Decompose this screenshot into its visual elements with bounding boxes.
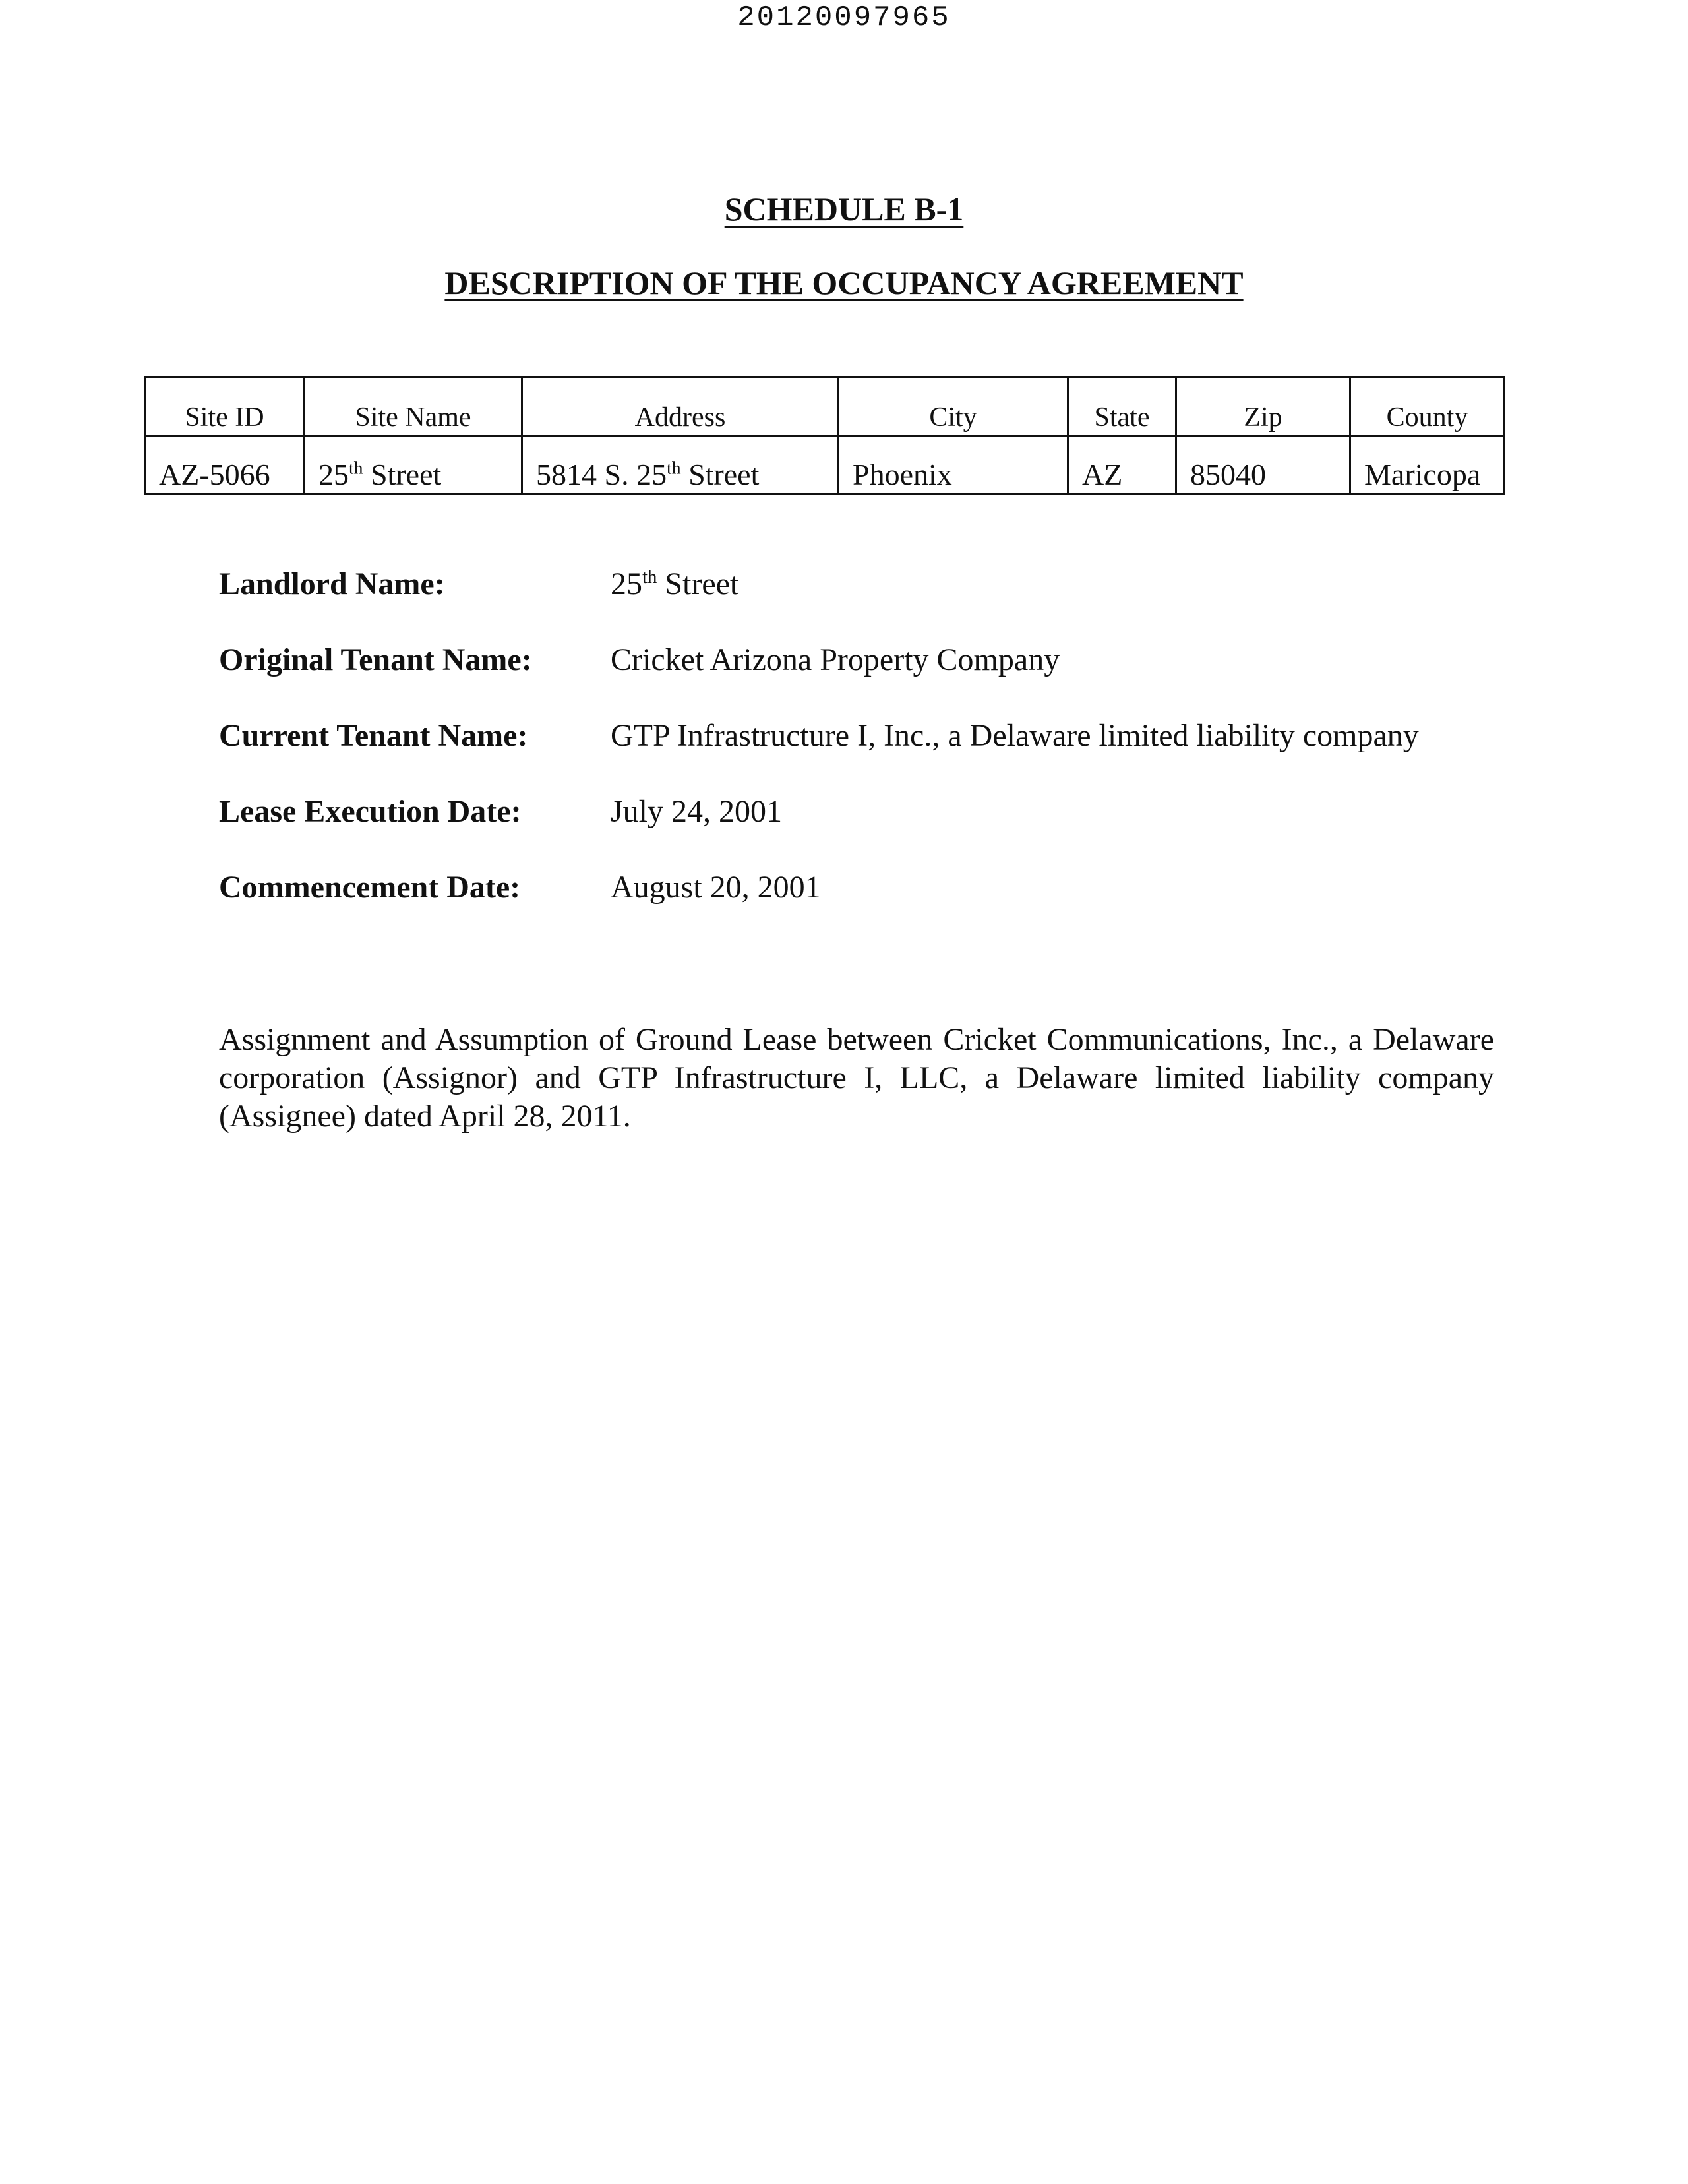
site-table-header-row xyxy=(145,377,1505,436)
site-name-rest: Street xyxy=(363,458,442,491)
commencement-value: August 20, 2001 xyxy=(611,870,821,905)
cell-county: Maricopa xyxy=(1350,436,1505,495)
landlord-rest: Street xyxy=(657,566,739,601)
column-header-state: State xyxy=(1068,377,1176,436)
commencement-label: Commencement Date: xyxy=(219,870,521,905)
column-header-county: County xyxy=(1350,377,1505,436)
address-number: 5814 S. 25 xyxy=(536,458,667,491)
schedule-title: SCHEDULE B-1 xyxy=(724,191,964,228)
assignment-paragraph: Assignment and Assumption of Ground Lease between Cricket Communications, Inc., a Delaware corporation (Assignor) and GTP Infrastructure I, LLC, a Delaware limited liability company (Assignee) dated April 28, 2011. xyxy=(219,1022,1494,1134)
cell-address xyxy=(522,436,839,495)
column-header-site-name: Site Name xyxy=(305,377,522,436)
cell-site-id: AZ-5066 xyxy=(145,436,305,495)
address-suffix: th xyxy=(667,457,681,478)
landlord-label: Landlord Name: xyxy=(219,566,445,601)
cell-city: Phoenix xyxy=(839,436,1068,495)
address-rest: Street xyxy=(680,458,760,491)
cell-site-name xyxy=(305,436,522,495)
cell-zip: 85040 xyxy=(1176,436,1350,495)
field-row-current-tenant xyxy=(219,717,1538,793)
column-header-site-id: Site ID xyxy=(145,377,305,436)
schedule-subtitle: DESCRIPTION OF THE OCCUPANCY AGREEMENT xyxy=(444,264,1244,301)
field-row-original-tenant xyxy=(219,642,1538,717)
cell-state: AZ xyxy=(1068,436,1176,495)
table-row xyxy=(145,436,1505,495)
current-tenant-label: Current Tenant Name: xyxy=(219,718,528,753)
landlord-suffix: th xyxy=(642,566,657,588)
lease-execution-value: July 24, 2001 xyxy=(611,794,783,829)
current-tenant-value: GTP Infrastructure I, Inc., a Delaware limited liability company xyxy=(611,718,1419,753)
site-table xyxy=(144,376,1505,495)
document-number: 20120097965 xyxy=(737,1,951,34)
original-tenant-value: Cricket Arizona Property Company xyxy=(611,642,1060,677)
landlord-number: 25 xyxy=(611,566,642,601)
field-row-commencement xyxy=(219,869,1538,945)
field-row-lease-execution xyxy=(219,793,1538,869)
landlord-value xyxy=(611,566,1538,642)
original-tenant-label: Original Tenant Name: xyxy=(219,642,532,677)
column-header-address: Address xyxy=(522,377,839,436)
site-name-number: 25 xyxy=(318,458,349,491)
field-row-landlord xyxy=(219,566,1538,642)
site-name-suffix: th xyxy=(349,457,363,478)
agreement-fields xyxy=(219,566,1538,945)
column-header-city: City xyxy=(839,377,1068,436)
column-header-zip: Zip xyxy=(1176,377,1350,436)
lease-execution-label: Lease Execution Date: xyxy=(219,794,522,829)
